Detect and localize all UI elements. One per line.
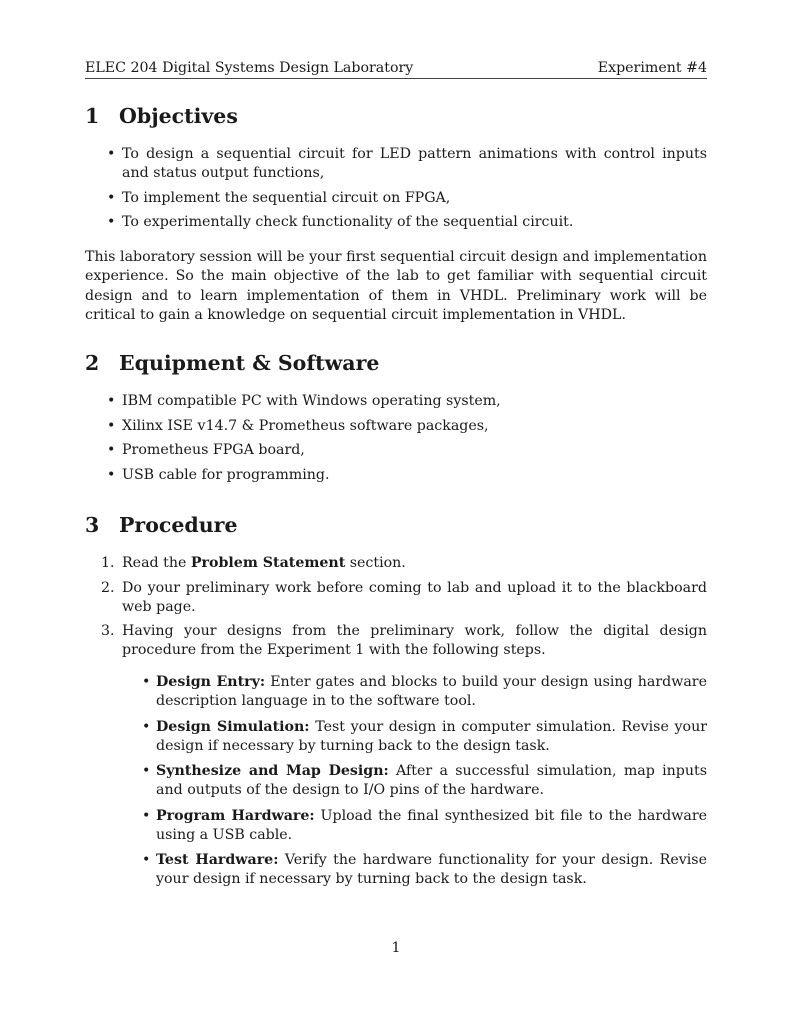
list-item: • Xilinx ISE v14.7 & Prometheus software packages, [85, 417, 707, 436]
list-item: • To experimentally check functionality of the sequential circuit. [85, 213, 707, 232]
equipment-list [85, 392, 707, 490]
objectives-paragraph: This laboratory session will be your first sequential circuit design and implementation experience. So the main objective of the lab to get familiar with sequential circuit design and to learn implementation of them in VHDL. Preliminary work will be critical to gain a knowledge on sequential circuit implementation in VHDL. [85, 249, 707, 323]
problem-statement-ref: Problem Statement [190, 555, 346, 571]
list-item: • Design Entry: Enter gates and blocks to build your design using hardware description language in to the software tool. [137, 673, 707, 711]
page-number: 1 [391, 940, 401, 956]
objectives-list [85, 145, 707, 238]
section-title-text: Objectives [119, 104, 238, 128]
procedure-steps [85, 554, 707, 666]
procedure-step: 3. Having your designs from the preliminary work, follow the digital design procedure from the Experiment 1 with the following steps. [101, 623, 707, 658]
header-experiment-number: Experiment #4 [597, 60, 707, 76]
header-course-title: ELEC 204 Digital Systems Design Laboratory [85, 60, 414, 76]
section-objectives-heading [85, 104, 238, 128]
step-number: 2. [101, 579, 115, 596]
list-item: • Test Hardware: Verify the hardware functionality for your design. Revise your design if necessary by turning back to the design task. [137, 851, 707, 889]
list-item: • Prometheus FPGA board, [85, 441, 707, 460]
list-item: • Program Hardware: Upload the final synthesized bit file to the hardware using a USB cable. [137, 807, 707, 845]
step-number: 1. [101, 555, 115, 571]
section-title-text: Procedure [119, 513, 238, 537]
procedure-step: 2. Do your preliminary work before coming to lab and upload it to the blackboard web page. [101, 579, 707, 615]
procedure-step: 1. Read the Problem Statement section. [101, 555, 406, 571]
list-item: • IBM compatible PC with Windows operating system, [85, 392, 707, 411]
list-item: • To implement the sequential circuit on FPGA, [85, 189, 707, 208]
list-item: • Design Simulation: Test your design in computer simulation. Revise your design if necessary by turning back to the design task. [137, 718, 707, 756]
section-title-text: Equipment & Software [119, 351, 380, 375]
list-item: • Synthesize and Map Design: After a successful simulation, map inputs and outputs of the design to I/O pins of the hardware. [137, 762, 707, 800]
section-procedure-heading [85, 513, 238, 537]
list-item: • To design a sequential circuit for LED pattern animations with control inputs and status output functions, [85, 145, 707, 183]
page-header [85, 60, 707, 79]
section-equipment-heading [85, 351, 379, 375]
list-item: • USB cable for programming. [85, 466, 707, 485]
design-procedure-substeps [137, 673, 707, 896]
step-number: 3. [101, 623, 115, 639]
section-number: 1 [85, 104, 100, 128]
section-number: 2 [85, 351, 100, 375]
section-number: 3 [85, 513, 100, 537]
